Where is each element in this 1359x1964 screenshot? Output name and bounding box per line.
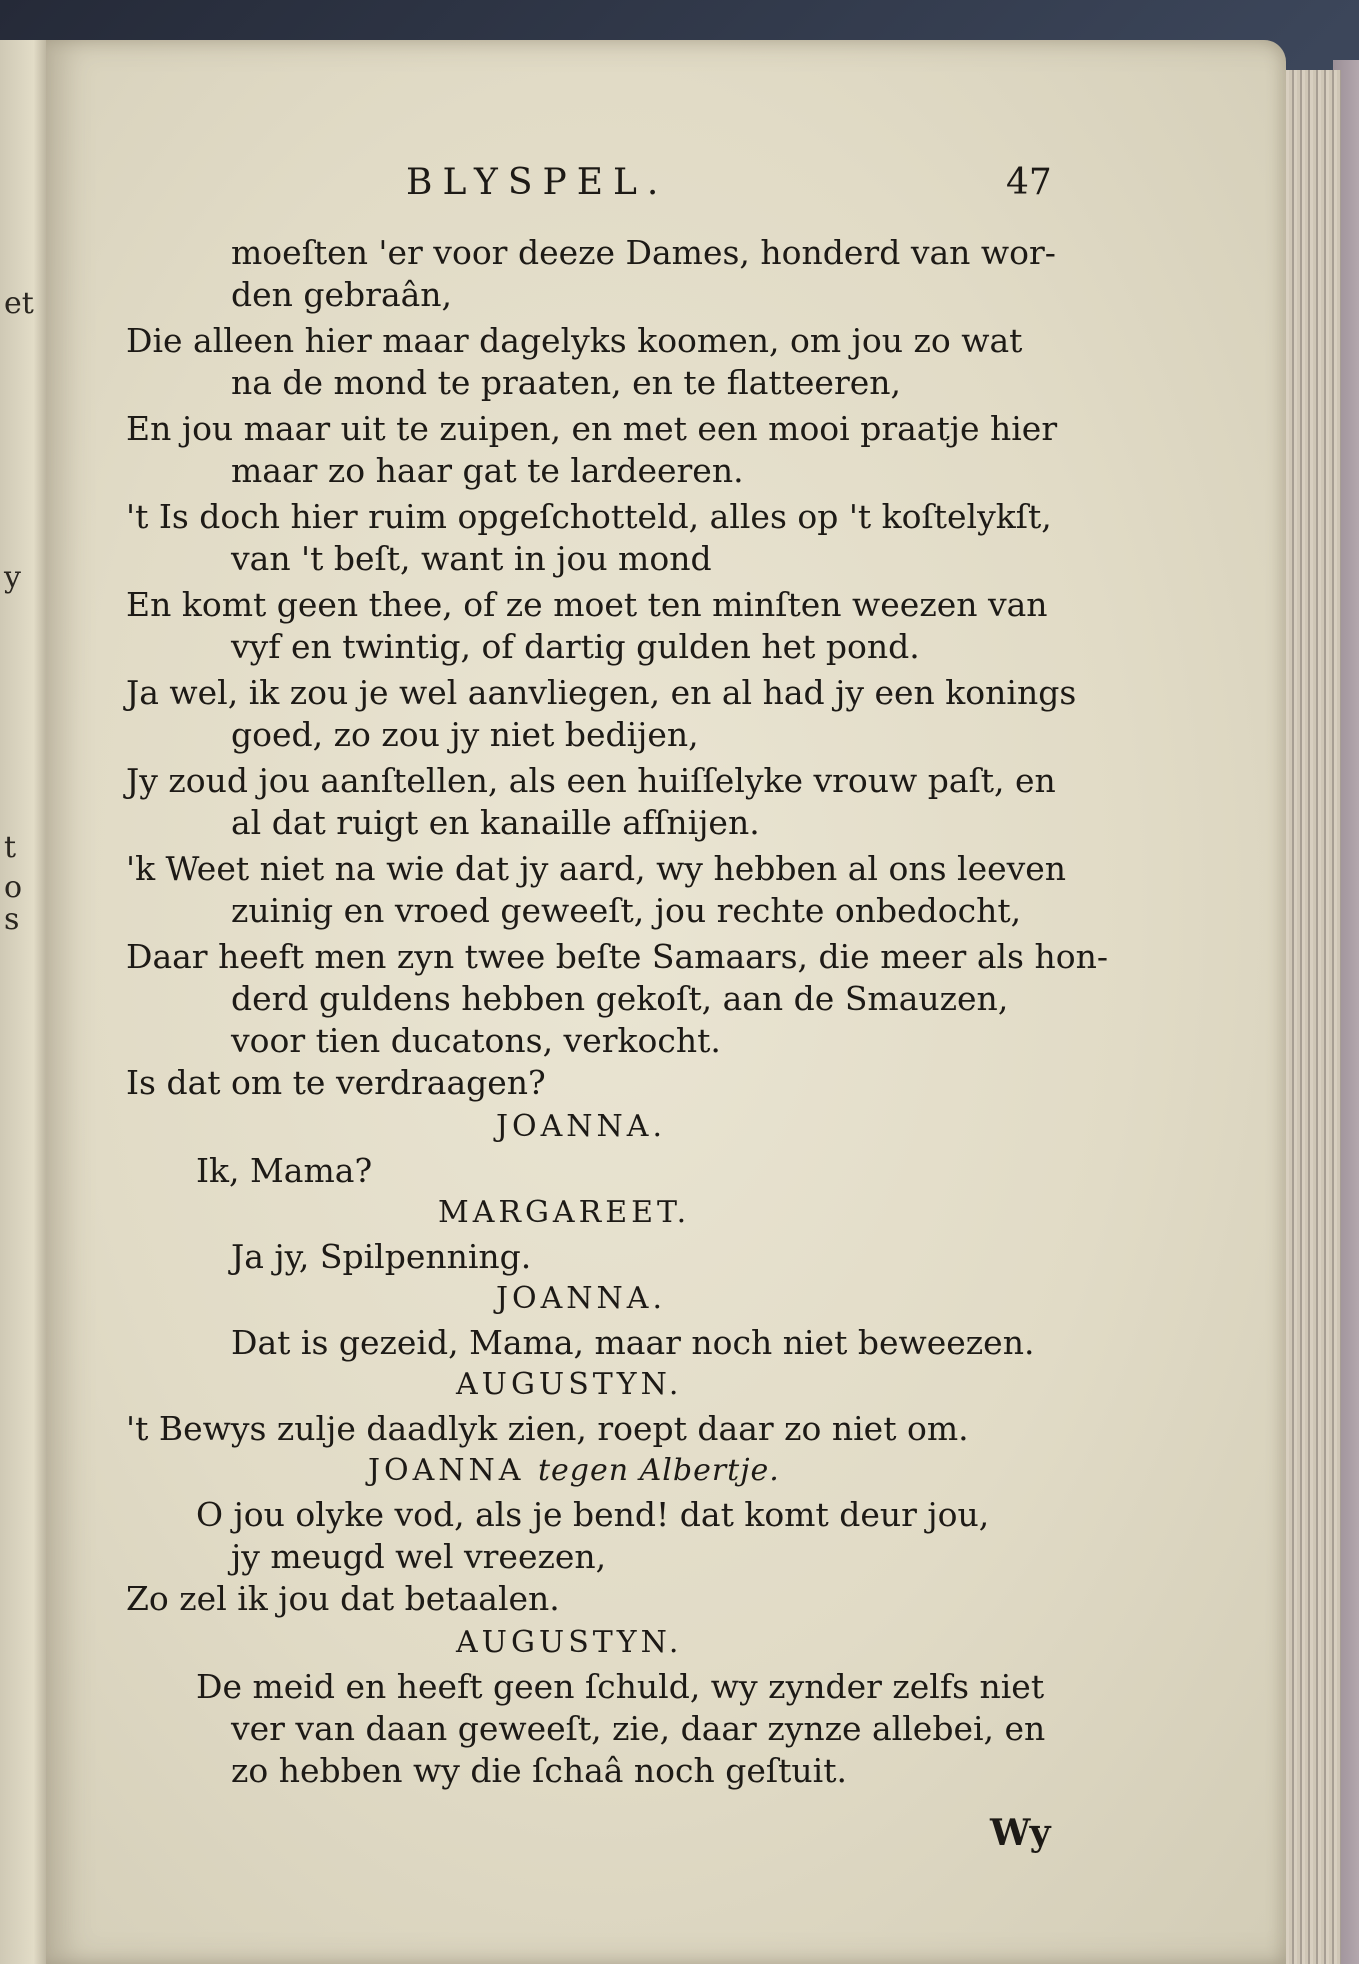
stage-speaker-heading bbox=[368, 1453, 780, 1488]
speaker-heading: AUGUSTYN. bbox=[456, 1625, 683, 1660]
text-line: na de mond te praaten, en te flatteeren, bbox=[231, 363, 902, 402]
speech-line: Ik, Mama? bbox=[196, 1151, 373, 1190]
text-line: 'k Weet niet na wie dat jy aard, wy hebben al ons leeven bbox=[126, 849, 1067, 888]
margin-fragment: y bbox=[4, 560, 21, 595]
page-text-block bbox=[46, 40, 1286, 1964]
text-line: derd guldens hebben gekoſt, aan de Smauzen, bbox=[231, 979, 1009, 1018]
text-line: 't Is doch hier ruim opgeſchotteld, alles op 't koſtelykſt, bbox=[126, 497, 1052, 536]
text-line: vyf en twintig, of dartig gulden het pond. bbox=[231, 627, 920, 666]
margin-fragment: t bbox=[4, 830, 17, 865]
text-line: En jou maar uit te zuipen, en met een mooi praatje hier bbox=[126, 409, 1058, 448]
text-line: van 't beſt, want in jou mond bbox=[231, 539, 712, 578]
catchword: Wy bbox=[990, 1812, 1051, 1854]
text-line: moeſten 'er voor deeze Dames, honderd van wor- bbox=[231, 233, 1056, 272]
speech-line: O jou olyke vod, als je bend! dat komt deur jou, bbox=[196, 1495, 990, 1534]
stage-direction: tegen Albertje. bbox=[538, 1453, 780, 1488]
speech-line: Dat is gezeid, Mama, maar noch niet beweezen. bbox=[231, 1323, 1035, 1362]
text-line: Die alleen hier maar dagelyks koomen, om jou zo wat bbox=[126, 321, 1023, 360]
text-line: zuinig en vroed geweeſt, jou rechte onbedocht, bbox=[231, 891, 1022, 930]
speaker-heading: AUGUSTYN. bbox=[456, 1367, 683, 1402]
speech-line: jy meugd wel vreezen, bbox=[231, 1537, 607, 1576]
text-line: Jy zoud jou aanſtellen, als een huiſſelyke vrouw paſt, en bbox=[126, 761, 1056, 800]
speech-line: 't Bewys zulje daadlyk zien, roept daar zo niet om. bbox=[126, 1409, 969, 1448]
text-line: Is dat om te verdraagen? bbox=[126, 1063, 546, 1102]
speech-line: ver van daan geweeſt, zie, daar zynze allebei, en bbox=[231, 1709, 1046, 1748]
page-stack-edge bbox=[1280, 70, 1341, 1964]
previous-page-edge bbox=[0, 40, 50, 1964]
speaker-heading: JOANNA. bbox=[496, 1109, 666, 1144]
running-title: BLYSPEL. bbox=[406, 162, 669, 203]
text-line: al dat ruigt en kanaille afſnijen. bbox=[231, 803, 760, 842]
margin-fragment: et bbox=[4, 286, 34, 321]
speaker-heading: MARGAREET. bbox=[438, 1195, 691, 1230]
speaker-name: JOANNA bbox=[368, 1453, 525, 1488]
text-line: Daar heeft men zyn twee beſte Samaars, die meer als hon- bbox=[126, 937, 1108, 976]
speaker-heading: JOANNA. bbox=[496, 1281, 666, 1316]
speech-line: De meid en heeft geen ſchuld, wy zynder zelfs niet bbox=[196, 1667, 1045, 1706]
text-line: voor tien ducatons, verkocht. bbox=[231, 1021, 721, 1060]
margin-fragment: s bbox=[4, 902, 20, 937]
speech-line: Ja jy, Spilpenning. bbox=[231, 1237, 532, 1276]
book-page bbox=[46, 40, 1286, 1964]
text-line: En komt geen thee, of ze moet ten minſten weezen van bbox=[126, 585, 1048, 624]
margin-fragment: o bbox=[4, 870, 23, 905]
text-line: den gebraân, bbox=[231, 275, 453, 314]
speech-line: zo hebben wy die ſchaâ noch geſtuit. bbox=[231, 1751, 847, 1790]
speech-line: Zo zel ik jou dat betaalen. bbox=[126, 1579, 560, 1618]
page-number: 47 bbox=[1006, 162, 1052, 203]
text-line: maar zo haar gat te lardeeren. bbox=[231, 451, 744, 490]
text-line: Ja wel, ik zou je wel aanvliegen, en al had jy een konings bbox=[126, 673, 1077, 712]
text-line: goed, zo zou jy niet bedijen, bbox=[231, 715, 699, 754]
